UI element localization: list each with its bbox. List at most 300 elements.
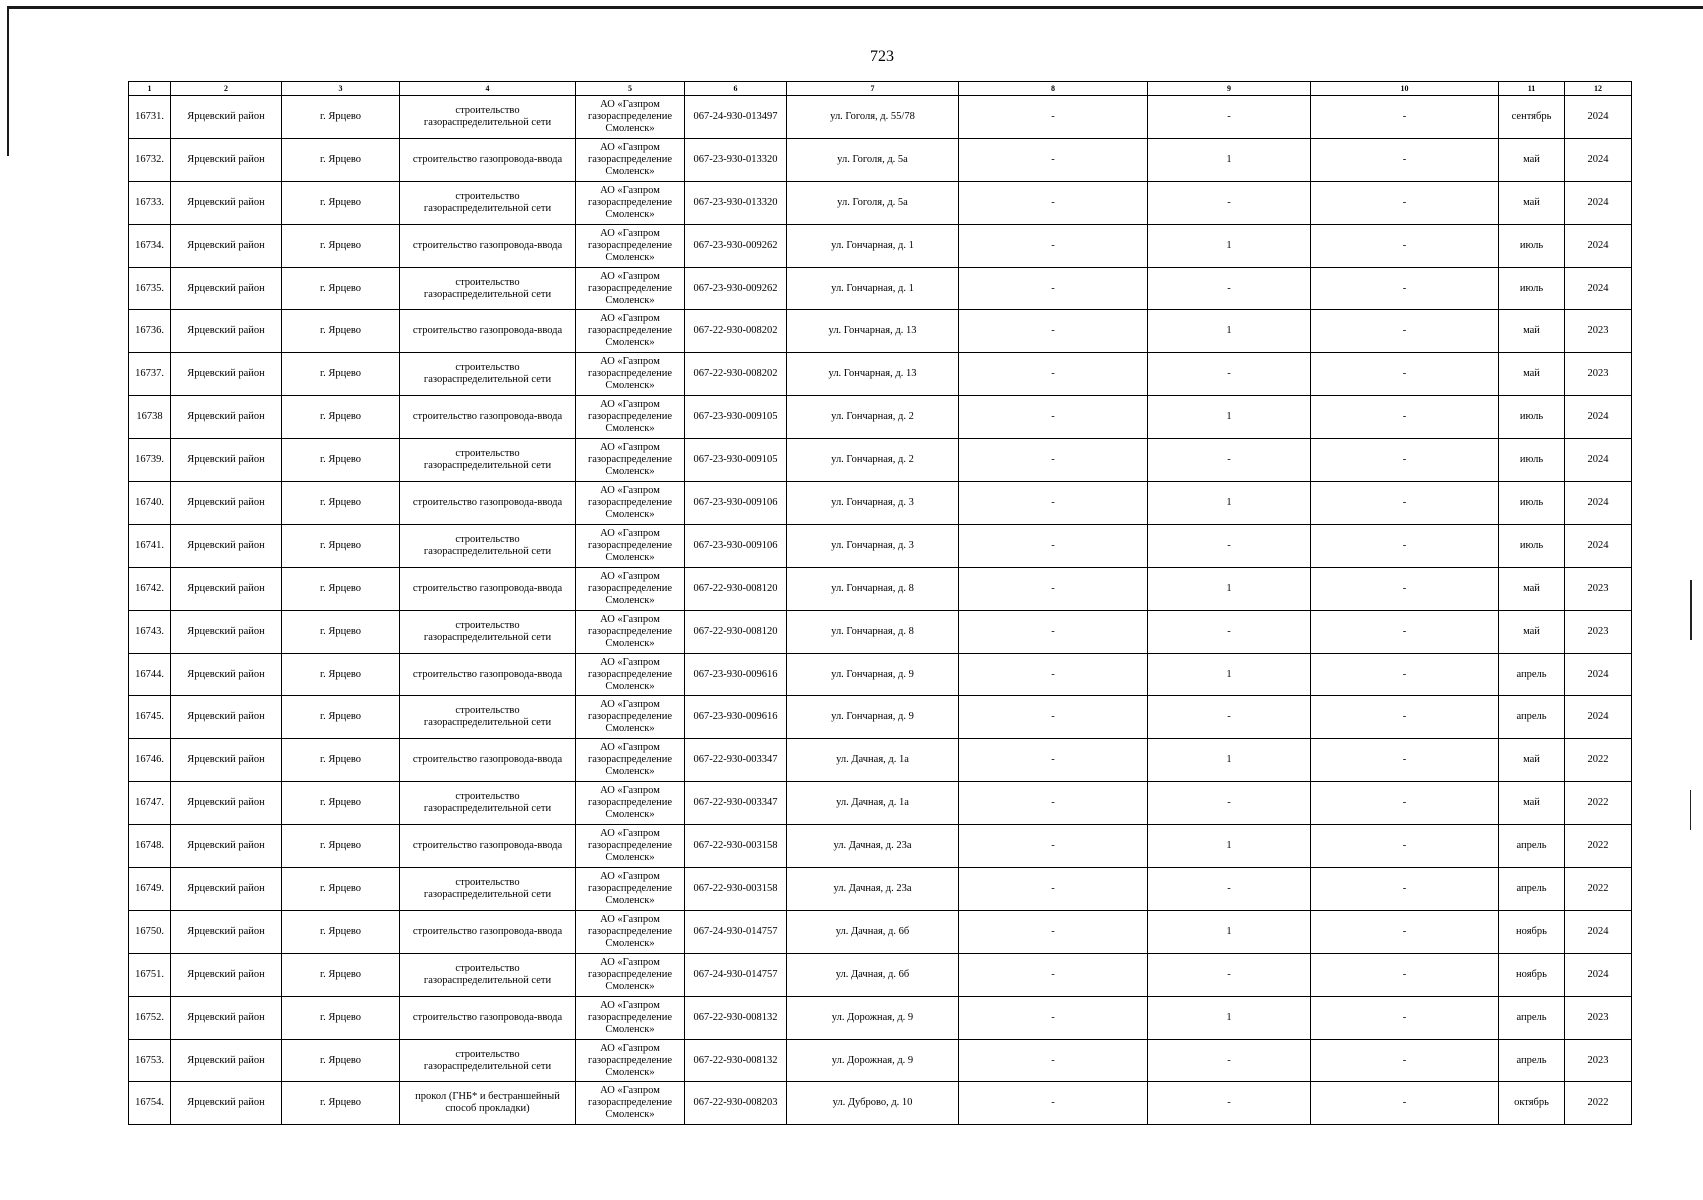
cell-address: ул. Дачная, д. 1а xyxy=(787,782,959,825)
table-row xyxy=(129,439,1632,482)
cell-number: 16740. xyxy=(129,482,171,525)
cell-year: 2023 xyxy=(1565,1039,1632,1082)
cell-address: ул. Гончарная, д. 8 xyxy=(787,567,959,610)
cell-col9: - xyxy=(1148,953,1311,996)
column-header: 12 xyxy=(1565,82,1632,96)
cell-locality: г. Ярцево xyxy=(282,310,400,353)
cell-number: 16731. xyxy=(129,96,171,139)
cell-code: 067-24-930-014757 xyxy=(685,953,787,996)
cell-locality: г. Ярцево xyxy=(282,953,400,996)
table-row xyxy=(129,267,1632,310)
table-row xyxy=(129,224,1632,267)
cell-district: Ярцевский район xyxy=(171,567,282,610)
cell-code: 067-23-930-013320 xyxy=(685,181,787,224)
cell-month: сентябрь xyxy=(1499,96,1565,139)
cell-district: Ярцевский район xyxy=(171,953,282,996)
cell-col10: - xyxy=(1311,782,1499,825)
cell-col9: - xyxy=(1148,267,1311,310)
cell-number: 16738 xyxy=(129,396,171,439)
gasification-table xyxy=(128,81,1632,1125)
table-row xyxy=(129,310,1632,353)
cell-col10: - xyxy=(1311,224,1499,267)
cell-locality: г. Ярцево xyxy=(282,524,400,567)
cell-work-type: строительство газораспределительной сети xyxy=(400,610,576,653)
cell-month: май xyxy=(1499,310,1565,353)
cell-number: 16739. xyxy=(129,439,171,482)
cell-organization: АО «Газпром газораспределение Смоленск» xyxy=(576,739,685,782)
cell-locality: г. Ярцево xyxy=(282,996,400,1039)
cell-year: 2024 xyxy=(1565,96,1632,139)
cell-code: 067-22-930-008202 xyxy=(685,310,787,353)
cell-work-type: строительство газопровода-ввода xyxy=(400,138,576,181)
cell-organization: АО «Газпром газораспределение Смоленск» xyxy=(576,910,685,953)
cell-work-type: строительство газораспределительной сети xyxy=(400,353,576,396)
cell-col9: 1 xyxy=(1148,825,1311,868)
cell-code: 067-24-930-013497 xyxy=(685,96,787,139)
cell-number: 16754. xyxy=(129,1082,171,1125)
cell-col10: - xyxy=(1311,524,1499,567)
cell-col9: 1 xyxy=(1148,482,1311,525)
cell-work-type: строительство газораспределительной сети xyxy=(400,868,576,911)
cell-year: 2022 xyxy=(1565,868,1632,911)
cell-code: 067-23-930-009105 xyxy=(685,396,787,439)
column-header: 1 xyxy=(129,82,171,96)
cell-col10: - xyxy=(1311,996,1499,1039)
table-row xyxy=(129,653,1632,696)
cell-work-type: строительство газораспределительной сети xyxy=(400,782,576,825)
cell-col8: - xyxy=(959,96,1148,139)
cell-address: ул. Гоголя, д. 55/78 xyxy=(787,96,959,139)
table-row xyxy=(129,1082,1632,1125)
cell-address: ул. Гончарная, д. 2 xyxy=(787,396,959,439)
cell-locality: г. Ярцево xyxy=(282,653,400,696)
cell-organization: АО «Газпром газораспределение Смоленск» xyxy=(576,696,685,739)
margin-mark xyxy=(1690,580,1692,640)
cell-year: 2024 xyxy=(1565,439,1632,482)
table-row xyxy=(129,782,1632,825)
cell-number: 16736. xyxy=(129,310,171,353)
column-header: 11 xyxy=(1499,82,1565,96)
cell-year: 2024 xyxy=(1565,396,1632,439)
cell-month: апрель xyxy=(1499,696,1565,739)
cell-col8: - xyxy=(959,1039,1148,1082)
cell-year: 2024 xyxy=(1565,224,1632,267)
cell-col8: - xyxy=(959,910,1148,953)
cell-code: 067-22-930-008120 xyxy=(685,610,787,653)
cell-locality: г. Ярцево xyxy=(282,1039,400,1082)
cell-year: 2022 xyxy=(1565,825,1632,868)
cell-col9: - xyxy=(1148,181,1311,224)
cell-organization: АО «Газпром газораспределение Смоленск» xyxy=(576,610,685,653)
cell-col10: - xyxy=(1311,482,1499,525)
cell-month: май xyxy=(1499,567,1565,610)
cell-col10: - xyxy=(1311,567,1499,610)
cell-district: Ярцевский район xyxy=(171,138,282,181)
cell-organization: АО «Газпром газораспределение Смоленск» xyxy=(576,782,685,825)
table-row xyxy=(129,825,1632,868)
column-header: 7 xyxy=(787,82,959,96)
cell-col8: - xyxy=(959,953,1148,996)
cell-work-type: строительство газопровода-ввода xyxy=(400,310,576,353)
cell-col8: - xyxy=(959,782,1148,825)
cell-number: 16733. xyxy=(129,181,171,224)
table-row xyxy=(129,996,1632,1039)
cell-district: Ярцевский район xyxy=(171,439,282,482)
cell-work-type: строительство газопровода-ввода xyxy=(400,224,576,267)
cell-col8: - xyxy=(959,653,1148,696)
cell-code: 067-22-930-008132 xyxy=(685,996,787,1039)
cell-col9: - xyxy=(1148,96,1311,139)
cell-col10: - xyxy=(1311,1039,1499,1082)
cell-col10: - xyxy=(1311,653,1499,696)
cell-col9: - xyxy=(1148,868,1311,911)
cell-year: 2022 xyxy=(1565,739,1632,782)
cell-organization: АО «Газпром газораспределение Смоленск» xyxy=(576,1082,685,1125)
column-header: 10 xyxy=(1311,82,1499,96)
column-header: 8 xyxy=(959,82,1148,96)
cell-year: 2024 xyxy=(1565,910,1632,953)
table-row xyxy=(129,953,1632,996)
cell-address: ул. Дорожная, д. 9 xyxy=(787,1039,959,1082)
cell-district: Ярцевский район xyxy=(171,310,282,353)
cell-work-type: строительство газораспределительной сети xyxy=(400,696,576,739)
cell-col10: - xyxy=(1311,310,1499,353)
table-row xyxy=(129,910,1632,953)
cell-month: май xyxy=(1499,782,1565,825)
cell-year: 2023 xyxy=(1565,567,1632,610)
cell-work-type: строительство газораспределительной сети xyxy=(400,181,576,224)
cell-number: 16743. xyxy=(129,610,171,653)
cell-month: июль xyxy=(1499,224,1565,267)
cell-year: 2024 xyxy=(1565,181,1632,224)
cell-col8: - xyxy=(959,224,1148,267)
cell-month: июль xyxy=(1499,439,1565,482)
cell-organization: АО «Газпром газораспределение Смоленск» xyxy=(576,310,685,353)
cell-locality: г. Ярцево xyxy=(282,181,400,224)
table-row xyxy=(129,96,1632,139)
cell-code: 067-23-930-013320 xyxy=(685,138,787,181)
cell-address: ул. Гончарная, д. 2 xyxy=(787,439,959,482)
cell-year: 2024 xyxy=(1565,953,1632,996)
cell-col8: - xyxy=(959,482,1148,525)
cell-district: Ярцевский район xyxy=(171,696,282,739)
cell-locality: г. Ярцево xyxy=(282,353,400,396)
cell-code: 067-24-930-014757 xyxy=(685,910,787,953)
cell-address: ул. Гончарная, д. 3 xyxy=(787,524,959,567)
cell-address: ул. Гончарная, д. 9 xyxy=(787,696,959,739)
cell-month: апрель xyxy=(1499,868,1565,911)
cell-col8: - xyxy=(959,138,1148,181)
table-row xyxy=(129,1039,1632,1082)
cell-col9: - xyxy=(1148,353,1311,396)
table-row xyxy=(129,696,1632,739)
cell-year: 2024 xyxy=(1565,653,1632,696)
cell-month: апрель xyxy=(1499,653,1565,696)
cell-district: Ярцевский район xyxy=(171,910,282,953)
cell-month: ноябрь xyxy=(1499,910,1565,953)
cell-locality: г. Ярцево xyxy=(282,825,400,868)
cell-work-type: строительство газопровода-ввода xyxy=(400,910,576,953)
cell-address: ул. Гончарная, д. 1 xyxy=(787,224,959,267)
cell-organization: АО «Газпром газораспределение Смоленск» xyxy=(576,267,685,310)
cell-locality: г. Ярцево xyxy=(282,567,400,610)
table-row xyxy=(129,482,1632,525)
cell-month: октябрь xyxy=(1499,1082,1565,1125)
table-row xyxy=(129,396,1632,439)
cell-col8: - xyxy=(959,1082,1148,1125)
cell-work-type: строительство газораспределительной сети xyxy=(400,96,576,139)
cell-col9: - xyxy=(1148,782,1311,825)
cell-col10: - xyxy=(1311,696,1499,739)
cell-month: июль xyxy=(1499,267,1565,310)
cell-year: 2024 xyxy=(1565,138,1632,181)
cell-col8: - xyxy=(959,825,1148,868)
cell-address: ул. Дорожная, д. 9 xyxy=(787,996,959,1039)
cell-month: апрель xyxy=(1499,996,1565,1039)
cell-col10: - xyxy=(1311,868,1499,911)
cell-address: ул. Дачная, д. 23а xyxy=(787,825,959,868)
cell-col10: - xyxy=(1311,181,1499,224)
column-header: 5 xyxy=(576,82,685,96)
cell-work-type: строительство газораспределительной сети xyxy=(400,953,576,996)
cell-locality: г. Ярцево xyxy=(282,224,400,267)
cell-district: Ярцевский район xyxy=(171,524,282,567)
cell-number: 16745. xyxy=(129,696,171,739)
cell-col10: - xyxy=(1311,739,1499,782)
cell-district: Ярцевский район xyxy=(171,353,282,396)
cell-work-type: строительство газопровода-ввода xyxy=(400,482,576,525)
cell-col8: - xyxy=(959,181,1148,224)
cell-code: 067-23-930-009262 xyxy=(685,267,787,310)
margin-mark xyxy=(1690,790,1691,830)
table-row xyxy=(129,353,1632,396)
cell-col9: 1 xyxy=(1148,138,1311,181)
cell-locality: г. Ярцево xyxy=(282,138,400,181)
cell-district: Ярцевский район xyxy=(171,482,282,525)
cell-address: ул. Дачная, д. 6б xyxy=(787,953,959,996)
cell-work-type: строительство газопровода-ввода xyxy=(400,739,576,782)
cell-work-type: строительство газопровода-ввода xyxy=(400,996,576,1039)
cell-col9: 1 xyxy=(1148,396,1311,439)
cell-organization: АО «Газпром газораспределение Смоленск» xyxy=(576,138,685,181)
cell-organization: АО «Газпром газораспределение Смоленск» xyxy=(576,524,685,567)
cell-locality: г. Ярцево xyxy=(282,739,400,782)
cell-col8: - xyxy=(959,696,1148,739)
cell-work-type: строительство газораспределительной сети xyxy=(400,439,576,482)
cell-number: 16741. xyxy=(129,524,171,567)
cell-locality: г. Ярцево xyxy=(282,868,400,911)
cell-organization: АО «Газпром газораспределение Смоленск» xyxy=(576,96,685,139)
cell-code: 067-22-930-008132 xyxy=(685,1039,787,1082)
cell-col8: - xyxy=(959,996,1148,1039)
cell-year: 2024 xyxy=(1565,696,1632,739)
cell-month: апрель xyxy=(1499,825,1565,868)
cell-number: 16748. xyxy=(129,825,171,868)
cell-address: ул. Гоголя, д. 5а xyxy=(787,138,959,181)
cell-code: 067-22-930-003158 xyxy=(685,868,787,911)
cell-number: 16744. xyxy=(129,653,171,696)
cell-number: 16742. xyxy=(129,567,171,610)
column-header: 3 xyxy=(282,82,400,96)
cell-col9: - xyxy=(1148,524,1311,567)
cell-month: май xyxy=(1499,739,1565,782)
cell-month: май xyxy=(1499,353,1565,396)
cell-organization: АО «Газпром газораспределение Смоленск» xyxy=(576,353,685,396)
page-number: 723 xyxy=(870,48,894,65)
cell-organization: АО «Газпром газораспределение Смоленск» xyxy=(576,868,685,911)
cell-col8: - xyxy=(959,868,1148,911)
cell-address: ул. Гончарная, д. 8 xyxy=(787,610,959,653)
cell-code: 067-23-930-009105 xyxy=(685,439,787,482)
cell-locality: г. Ярцево xyxy=(282,610,400,653)
cell-organization: АО «Газпром газораспределение Смоленск» xyxy=(576,996,685,1039)
table-row xyxy=(129,524,1632,567)
cell-address: ул. Гончарная, д. 1 xyxy=(787,267,959,310)
cell-col9: 1 xyxy=(1148,310,1311,353)
cell-work-type: прокол (ГНБ* и бестраншейный способ прокладки) xyxy=(400,1082,576,1125)
cell-address: ул. Гоголя, д. 5а xyxy=(787,181,959,224)
cell-col10: - xyxy=(1311,610,1499,653)
cell-organization: АО «Газпром газораспределение Смоленск» xyxy=(576,1039,685,1082)
scan-top-border xyxy=(8,6,1703,9)
cell-year: 2023 xyxy=(1565,310,1632,353)
cell-col10: - xyxy=(1311,439,1499,482)
cell-work-type: строительство газораспределительной сети xyxy=(400,267,576,310)
cell-code: 067-22-930-003158 xyxy=(685,825,787,868)
cell-year: 2024 xyxy=(1565,524,1632,567)
cell-address: ул. Дачная, д. 6б xyxy=(787,910,959,953)
cell-address: ул. Гончарная, д. 13 xyxy=(787,353,959,396)
cell-address: ул. Дачная, д. 1а xyxy=(787,739,959,782)
cell-work-type: строительство газораспределительной сети xyxy=(400,524,576,567)
cell-address: ул. Гончарная, д. 13 xyxy=(787,310,959,353)
cell-organization: АО «Газпром газораспределение Смоленск» xyxy=(576,396,685,439)
cell-work-type: строительство газопровода-ввода xyxy=(400,396,576,439)
cell-district: Ярцевский район xyxy=(171,739,282,782)
column-header: 6 xyxy=(685,82,787,96)
cell-district: Ярцевский район xyxy=(171,181,282,224)
cell-month: апрель xyxy=(1499,1039,1565,1082)
cell-work-type: строительство газораспределительной сети xyxy=(400,1039,576,1082)
cell-col9: - xyxy=(1148,610,1311,653)
cell-code: 067-23-930-009262 xyxy=(685,224,787,267)
column-header: 9 xyxy=(1148,82,1311,96)
cell-col8: - xyxy=(959,739,1148,782)
cell-number: 16746. xyxy=(129,739,171,782)
cell-locality: г. Ярцево xyxy=(282,396,400,439)
cell-number: 16749. xyxy=(129,868,171,911)
cell-organization: АО «Газпром газораспределение Смоленск» xyxy=(576,567,685,610)
cell-code: 067-23-930-009616 xyxy=(685,696,787,739)
cell-col10: - xyxy=(1311,96,1499,139)
cell-district: Ярцевский район xyxy=(171,96,282,139)
cell-col9: 1 xyxy=(1148,739,1311,782)
cell-col8: - xyxy=(959,610,1148,653)
cell-locality: г. Ярцево xyxy=(282,910,400,953)
cell-locality: г. Ярцево xyxy=(282,482,400,525)
cell-number: 16732. xyxy=(129,138,171,181)
cell-organization: АО «Газпром газораспределение Смоленск» xyxy=(576,482,685,525)
cell-district: Ярцевский район xyxy=(171,825,282,868)
column-header: 4 xyxy=(400,82,576,96)
table-row xyxy=(129,138,1632,181)
column-header: 2 xyxy=(171,82,282,96)
table-row xyxy=(129,868,1632,911)
cell-work-type: строительство газопровода-ввода xyxy=(400,653,576,696)
cell-address: ул. Дачная, д. 23а xyxy=(787,868,959,911)
cell-organization: АО «Газпром газораспределение Смоленск» xyxy=(576,224,685,267)
cell-district: Ярцевский район xyxy=(171,996,282,1039)
cell-month: май xyxy=(1499,610,1565,653)
cell-district: Ярцевский район xyxy=(171,782,282,825)
cell-col9: 1 xyxy=(1148,996,1311,1039)
cell-year: 2024 xyxy=(1565,482,1632,525)
cell-code: 067-22-930-003347 xyxy=(685,782,787,825)
table-row xyxy=(129,181,1632,224)
cell-month: май xyxy=(1499,138,1565,181)
cell-col8: - xyxy=(959,353,1148,396)
cell-district: Ярцевский район xyxy=(171,868,282,911)
cell-work-type: строительство газопровода-ввода xyxy=(400,567,576,610)
cell-code: 067-22-930-003347 xyxy=(685,739,787,782)
cell-month: июль xyxy=(1499,524,1565,567)
cell-col10: - xyxy=(1311,825,1499,868)
cell-col9: 1 xyxy=(1148,224,1311,267)
cell-code: 067-22-930-008202 xyxy=(685,353,787,396)
table-row xyxy=(129,567,1632,610)
cell-locality: г. Ярцево xyxy=(282,696,400,739)
cell-locality: г. Ярцево xyxy=(282,1082,400,1125)
cell-year: 2023 xyxy=(1565,353,1632,396)
table-row xyxy=(129,739,1632,782)
cell-col8: - xyxy=(959,439,1148,482)
cell-col9: - xyxy=(1148,439,1311,482)
cell-year: 2022 xyxy=(1565,1082,1632,1125)
cell-number: 16734. xyxy=(129,224,171,267)
cell-year: 2023 xyxy=(1565,610,1632,653)
cell-col8: - xyxy=(959,524,1148,567)
cell-number: 16737. xyxy=(129,353,171,396)
cell-col9: - xyxy=(1148,1082,1311,1125)
cell-district: Ярцевский район xyxy=(171,396,282,439)
cell-number: 16735. xyxy=(129,267,171,310)
cell-year: 2023 xyxy=(1565,996,1632,1039)
cell-month: июль xyxy=(1499,482,1565,525)
cell-code: 067-22-930-008203 xyxy=(685,1082,787,1125)
cell-number: 16751. xyxy=(129,953,171,996)
cell-district: Ярцевский район xyxy=(171,610,282,653)
cell-work-type: строительство газопровода-ввода xyxy=(400,825,576,868)
scan-left-border xyxy=(7,6,9,156)
cell-organization: АО «Газпром газораспределение Смоленск» xyxy=(576,181,685,224)
cell-number: 16750. xyxy=(129,910,171,953)
cell-district: Ярцевский район xyxy=(171,267,282,310)
cell-col10: - xyxy=(1311,353,1499,396)
table-row xyxy=(129,610,1632,653)
cell-locality: г. Ярцево xyxy=(282,96,400,139)
cell-col8: - xyxy=(959,267,1148,310)
cell-month: июль xyxy=(1499,396,1565,439)
cell-district: Ярцевский район xyxy=(171,1039,282,1082)
cell-col9: - xyxy=(1148,696,1311,739)
cell-address: ул. Дуброво, д. 10 xyxy=(787,1082,959,1125)
cell-col10: - xyxy=(1311,1082,1499,1125)
cell-district: Ярцевский район xyxy=(171,1082,282,1125)
cell-locality: г. Ярцево xyxy=(282,267,400,310)
header-row xyxy=(129,82,1632,96)
cell-district: Ярцевский район xyxy=(171,224,282,267)
cell-address: ул. Гончарная, д. 3 xyxy=(787,482,959,525)
